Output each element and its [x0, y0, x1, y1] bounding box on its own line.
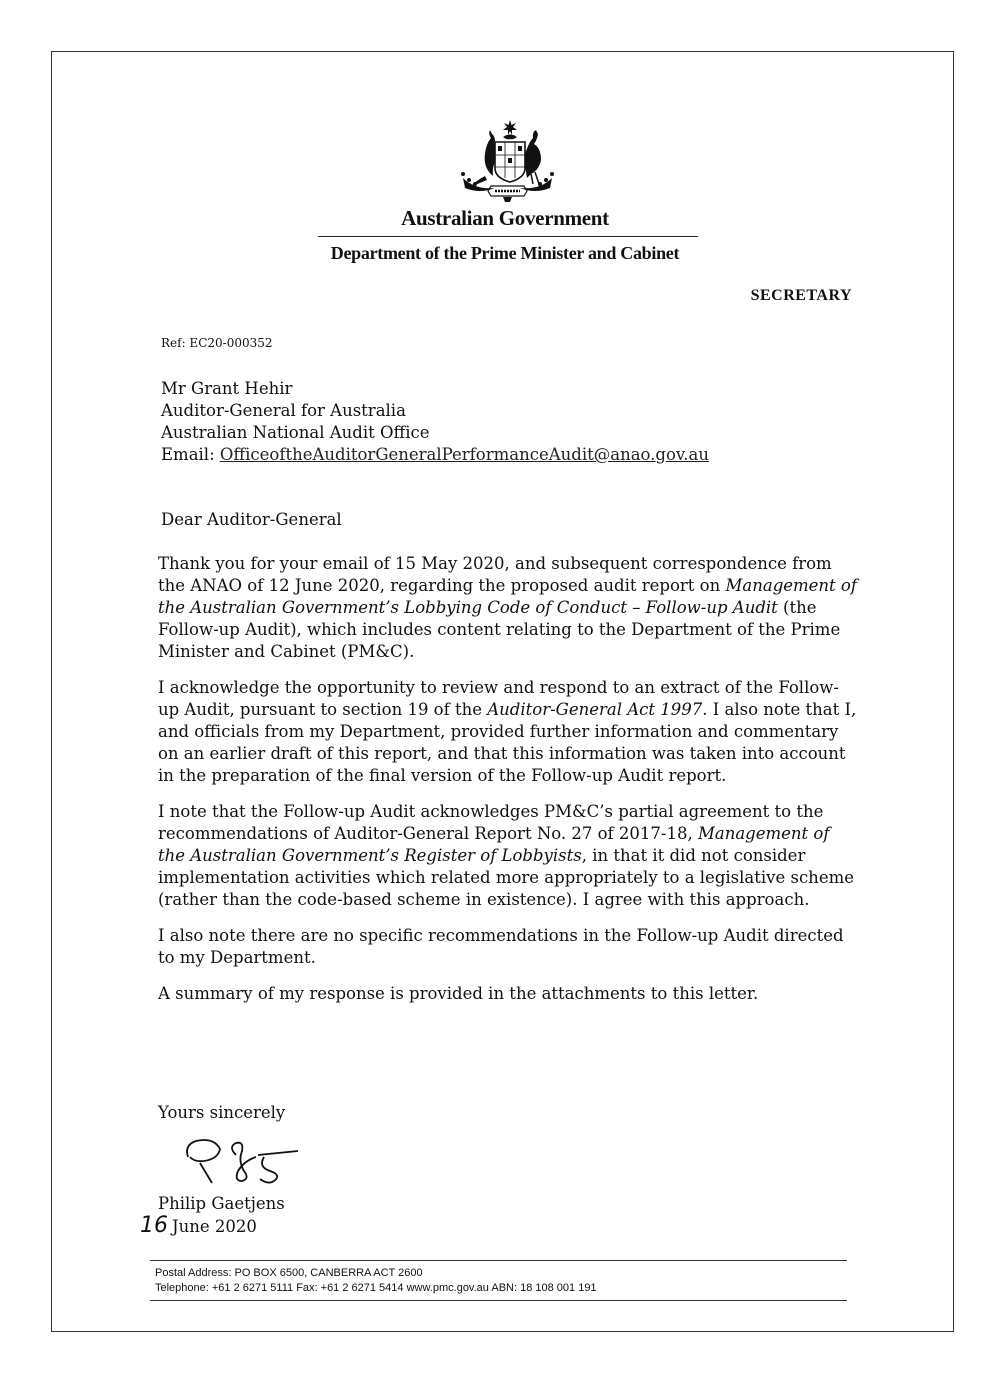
date-month-year: June 2020 — [172, 1217, 257, 1236]
office-title: SECRETARY — [750, 287, 852, 304]
footer-divider-bottom — [150, 1300, 847, 1301]
salutation: Dear Auditor-General — [161, 510, 342, 529]
postal-address: Postal Address: PO BOX 6500, CANBERRA ACT 2600 — [155, 1267, 423, 1279]
header-divider — [318, 236, 698, 237]
footer — [155, 1266, 597, 1296]
letter-date — [140, 1213, 257, 1238]
department-name: Department of the Prime Minister and Cabinet — [330, 243, 680, 263]
email-link[interactable]: OfficeoftheAuditorGeneralPerformanceAudit@anao.gov.au — [219, 445, 709, 464]
letter-body — [158, 553, 858, 1019]
paragraph-2: I acknowledge the opportunity to review and respond to an extract of the Follow-up Audit, pursuant to section 19 of the Auditor-General Act 1997. I also note that I, and officials from my Department, provided further information and commentary on an earlier draft of this report, and that this information was taken into account in the preparation of the final version of the Follow-up Audit report. — [158, 678, 857, 785]
closing: Yours sincerely — [158, 1103, 286, 1122]
contact-details: Telephone: +61 2 6271 5111 Fax: +61 2 6271 5414 www.pmc.gov.au ABN: 18 108 001 191 — [155, 1282, 597, 1294]
email-label: Email: — [161, 445, 220, 464]
reference-number: Ref: EC20-000352 — [161, 336, 273, 350]
government-name: Australian Government — [401, 206, 609, 230]
handwritten-day: 16 — [140, 1213, 168, 1238]
recipient-address — [161, 378, 709, 466]
handwritten-signature — [180, 1135, 320, 1190]
paragraph-3: I note that the Follow-up Audit acknowledges PM&C’s partial agreement to the recommendations of Auditor-General Report No. 27 of 2017-18, Management of the Australian Government’s Register of Lobbyists, in that it did not consider implementation activities which related more appropriately to a legislative scheme (rather than the code-based scheme in existence). I agree with this approach. — [158, 802, 854, 909]
signatory-name: Philip Gaetjens — [158, 1194, 285, 1213]
recipient-name: Mr Grant Hehir — [161, 379, 293, 398]
recipient-title: Auditor-General for Australia — [161, 401, 406, 420]
paragraph-4: I also note there are no specific recommendations in the Follow-up Audit directed to my Department. — [158, 926, 844, 967]
footer-divider-top — [150, 1260, 847, 1261]
paragraph-1: Thank you for your email of 15 May 2020, and subsequent correspondence from the ANAO of 12 June 2020, regarding the proposed audit report on Management of the Australian Government’s Lobbying Code of Conduct – Follow-up Audit (the Follow-up Audit), which includes content relating to the Department of the Prime Minister and Cabinet (PM&C). — [158, 554, 857, 661]
recipient-email-line — [161, 444, 709, 466]
paragraph-5: A summary of my response is provided in the attachments to this letter. — [158, 984, 759, 1003]
recipient-organisation: Australian National Audit Office — [161, 423, 430, 442]
commonwealth-coat-of-arms-icon — [455, 118, 560, 203]
